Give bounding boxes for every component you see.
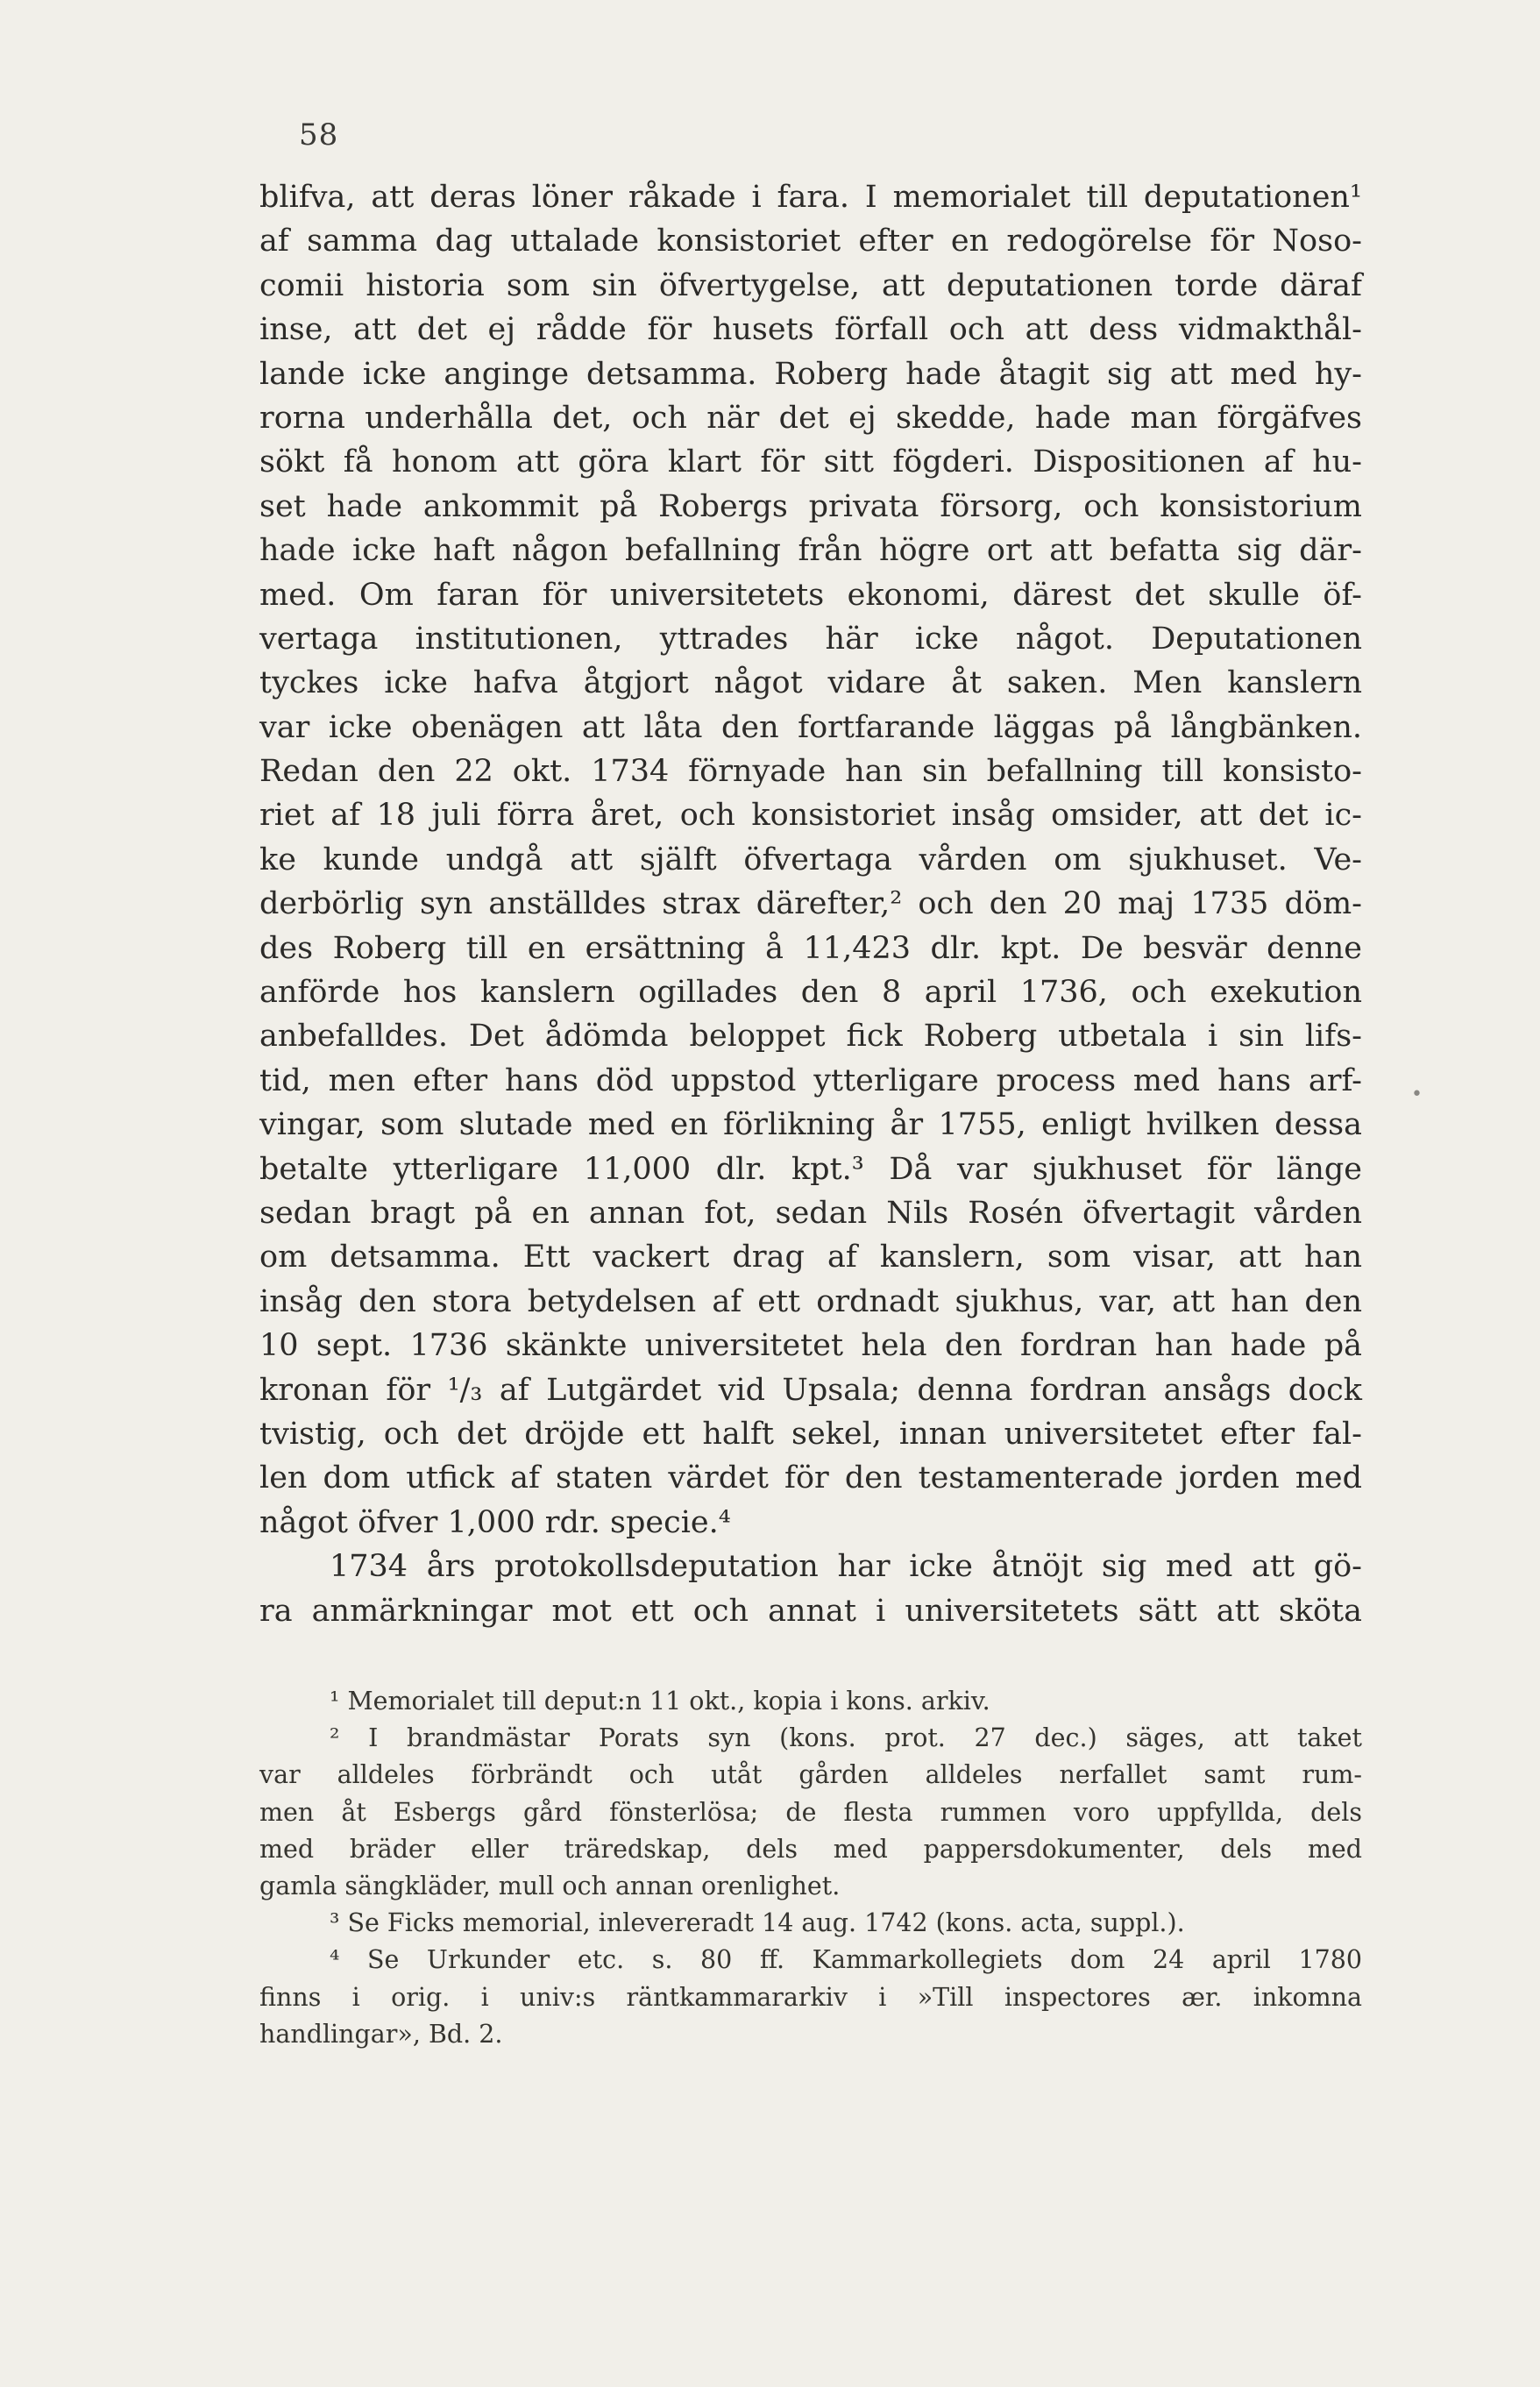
- footnote-line: handlingar», Bd. 2.: [259, 2019, 503, 2049]
- text-line: ke kunde undgå att själft öfvertaga vården om sjukhuset. Ve-: [259, 842, 1362, 877]
- text-line: lande icke anginge detsamma. Roberg hade åtagit sig att med hy-: [259, 356, 1362, 392]
- text-line: ra anmärkningar mot ett och annat i universitetets sätt att sköta: [259, 1593, 1362, 1629]
- text-line: vertaga institutionen, yttrades här icke något. Deputationen: [259, 621, 1362, 657]
- text-line: inse, att det ej rådde för husets förfall och att dess vidmakthål-: [259, 312, 1362, 348]
- text-line: Redan den 22 okt. 1734 förnyade han sin befallning till konsisto-: [259, 754, 1362, 790]
- footnotes: [259, 1683, 1362, 2053]
- footnote-line: ² I brandmästar Porats syn (kons. prot. 27 dec.) säges, att taket: [330, 1723, 1362, 1753]
- text-line: set hade ankommit på Robergs privata försorg, och konsistorium: [259, 488, 1362, 524]
- footnote-line: gamla sängkläder, mull och annan orenlighet.: [259, 1871, 841, 1900]
- footnote-line: ¹ Memorialet till deput:n 11 okt., kopia i kons. arkiv.: [330, 1687, 990, 1716]
- footnote-line: ⁴ Se Urkunder etc. s. 80 ff. Kammarkollegiets dom 24 april 1780: [330, 1945, 1362, 1975]
- text-line: tid, men efter hans död uppstod ytterligare process med hans arf-: [259, 1062, 1362, 1098]
- footnote-line: ³ Se Ficks memorial, inlevereradt 14 aug. 1742 (kons. acta, suppl.).: [330, 1908, 1185, 1938]
- text-line: betalte ytterligare 11,000 dlr. kpt.³ Då var sjukhuset för länge: [259, 1151, 1362, 1187]
- text-line: kronan för ¹/₃ af Lutgärdet vid Upsala; denna fordran ansågs dock: [259, 1372, 1362, 1408]
- stray-mark: •: [1411, 1083, 1423, 1105]
- text-line: sökt få honom att göra klart för sitt fögderi. Dispositionen af hu-: [259, 444, 1362, 480]
- text-line: om detsamma. Ett vackert drag af kanslern, som visar, att han: [259, 1240, 1362, 1275]
- text-line: derbörlig syn anställdes strax därefter,² och den 20 maj 1735 döm-: [259, 886, 1362, 922]
- footnote-line: finns i orig. i univ:s räntkammararkiv i »Till inspectores ær. inkomna: [259, 1982, 1362, 2012]
- footnote-line: men åt Esbergs gård fönsterlösa; de flesta rummen voro uppfyllda, dels: [259, 1797, 1362, 1827]
- text-line: blifva, att deras löner råkade i fara. I memorialet till deputationen¹: [259, 180, 1362, 215]
- footnote-line: med bräder eller träredskap, dels med pappersdokumenter, dels med: [259, 1834, 1362, 1864]
- text-line: anbefalldes. Det ådömda beloppet fick Roberg utbetala i sin lifs-: [259, 1019, 1362, 1055]
- main-text: [259, 175, 1362, 1633]
- text-line: anförde hos kanslern ogillades den 8 april 1736, och exekution: [259, 975, 1362, 1011]
- text-line: hade icke haft någon befallning från högre ort att befatta sig där-: [259, 533, 1362, 569]
- text-line: af samma dag uttalade konsistoriet efter en redogörelse för Noso-: [259, 224, 1362, 259]
- text-line: tyckes icke hafva åtgjort något vidare åt saken. Men kanslern: [259, 665, 1362, 701]
- page-number: 58: [299, 117, 339, 153]
- text-line: insåg den stora betydelsen af ett ordnadt sjukhus, var, att han den: [259, 1283, 1362, 1319]
- text-line: 10 sept. 1736 skänkte universitetet hela den fordran han hade på: [259, 1328, 1362, 1364]
- text-line: något öfver 1,000 rdr. specie.⁴: [259, 1504, 731, 1540]
- text-line: med. Om faran för universitetets ekonomi, därest det skulle öf-: [259, 577, 1362, 613]
- text-line: des Roberg till en ersättning å 11,423 dlr. kpt. De besvär denne: [259, 930, 1362, 966]
- footnote-line: var alldeles förbrändt och utåt gården alldeles nerfallet samt rum-: [259, 1760, 1362, 1790]
- text-line: riet af 18 juli förra året, och konsistoriet insåg omsider, att det ic-: [259, 798, 1362, 834]
- text-line: 1734 års protokollsdeputation har icke åtnöjt sig med att gö-: [330, 1549, 1362, 1585]
- text-line: comii historia som sin öfvertygelse, att deputationen torde däraf: [259, 267, 1362, 303]
- text-line: sedan bragt på en annan fot, sedan Nils Rosén öfvertagit vården: [259, 1195, 1362, 1231]
- text-line: var icke obenägen att låta den fortfarande läggas på långbänken.: [259, 709, 1362, 745]
- text-line: len dom utfick af staten värdet för den testamenterade jorden med: [259, 1460, 1362, 1496]
- text-line: vingar, som slutade med en förlikning år 1755, enligt hvilken dessa: [259, 1107, 1362, 1143]
- text-line: rorna underhålla det, och när det ej skedde, hade man förgäfves: [259, 400, 1362, 436]
- text-line: tvistig, och det dröjde ett halft sekel, innan universitetet efter fal-: [259, 1416, 1362, 1452]
